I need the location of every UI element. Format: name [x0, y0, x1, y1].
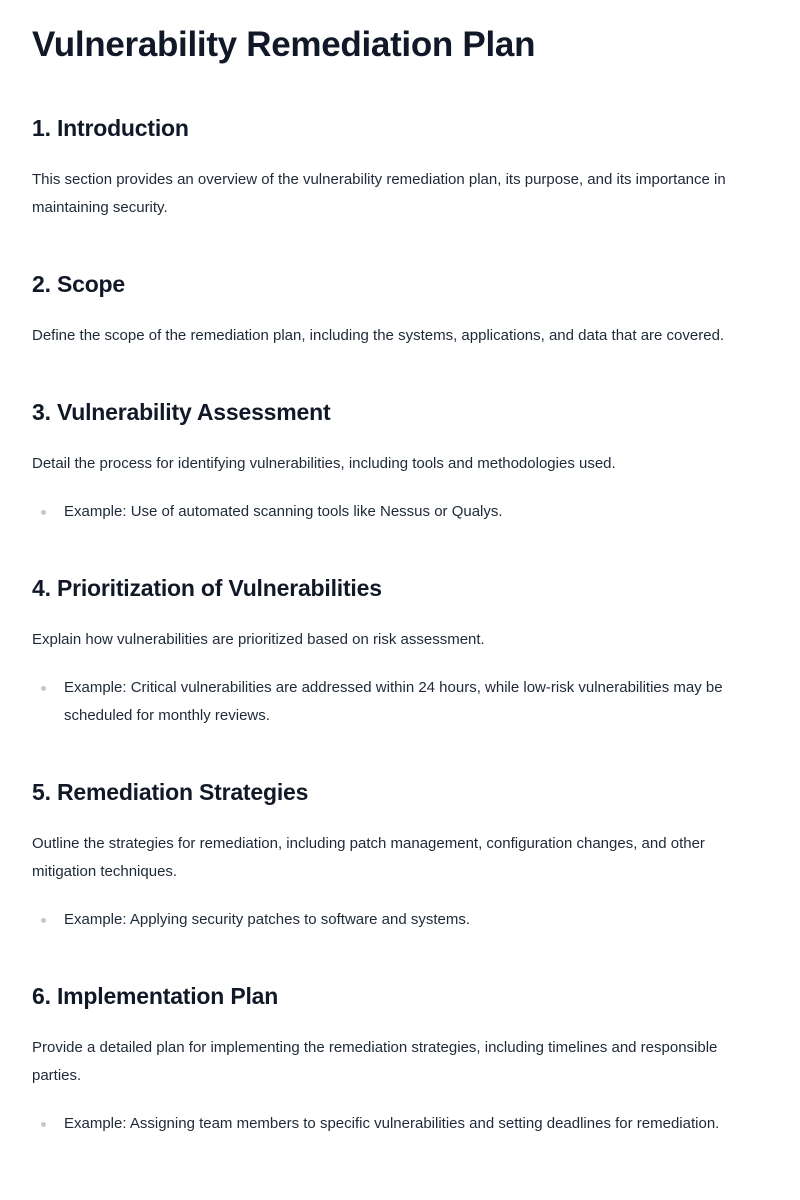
- example-list: [32, 1110, 768, 1138]
- list-item-text: Example: Use of automated scanning tools like Nessus or Qualys.: [64, 503, 503, 520]
- list-item: [32, 1110, 768, 1138]
- section-implementation-plan: [32, 980, 768, 1138]
- section-introduction: [32, 112, 768, 222]
- section-heading: 3. Vulnerability Assessment: [32, 399, 331, 425]
- section-body: Detail the process for identifying vulnerabilities, including tools and methodologies used.: [32, 455, 616, 472]
- section-body: Explain how vulnerabilities are prioritized based on risk assessment.: [32, 631, 485, 648]
- bullet-icon: [41, 1122, 46, 1127]
- section-body: Define the scope of the remediation plan, including the systems, applications, and data that are covered.: [32, 327, 725, 344]
- section-vulnerability-assessment: [32, 396, 768, 526]
- section-scope: [32, 268, 768, 350]
- list-item-text: Example: Critical vulnerabilities are addressed within 24 hours, while low-risk vulnerabilities may be scheduled for monthly reviews.: [64, 679, 723, 724]
- example-list: [32, 906, 768, 934]
- section-heading: 1. Introduction: [32, 115, 189, 141]
- bullet-icon: [41, 510, 46, 515]
- list-item: [32, 906, 768, 934]
- example-list: [32, 674, 768, 730]
- section-heading: 4. Prioritization of Vulnerabilities: [32, 575, 382, 601]
- section-heading: 5. Remediation Strategies: [32, 779, 309, 805]
- section-body: This section provides an overview of the vulnerability remediation plan, its purpose, and its importance in maintaining security.: [32, 171, 726, 216]
- bullet-icon: [41, 686, 46, 691]
- page-title: Vulnerability Remediation Plan: [32, 25, 536, 64]
- list-item: [32, 674, 768, 730]
- section-body: Outline the strategies for remediation, including patch management, configuration changes, and other mitigation techniques.: [32, 835, 705, 880]
- section-body: Provide a detailed plan for implementing the remediation strategies, including timelines and responsible parties.: [32, 1039, 718, 1084]
- list-item-text: Example: Assigning team members to specific vulnerabilities and setting deadlines for remediation.: [64, 1115, 720, 1132]
- list-item-text: Example: Applying security patches to software and systems.: [64, 911, 471, 928]
- example-list: [32, 498, 768, 526]
- list-item: [32, 498, 768, 526]
- section-remediation-strategies: [32, 776, 768, 934]
- section-prioritization: [32, 572, 768, 730]
- section-heading: 2. Scope: [32, 271, 125, 297]
- section-heading: 6. Implementation Plan: [32, 983, 279, 1009]
- bullet-icon: [41, 918, 46, 923]
